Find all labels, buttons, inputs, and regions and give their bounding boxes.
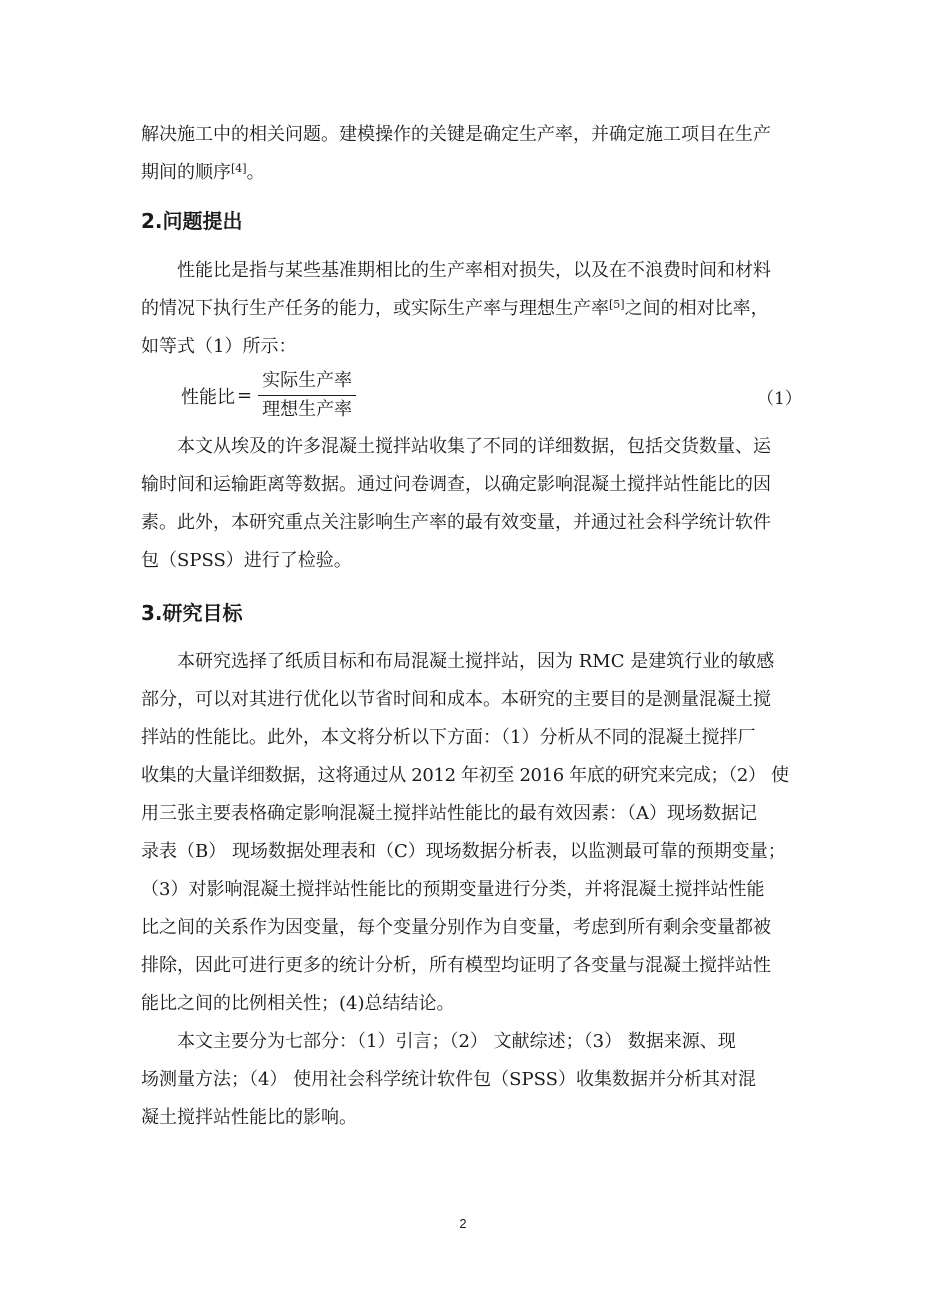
equation-fraction [258,370,356,421]
text-line [141,154,789,192]
text-line: 排除，因此可进行更多的统计分析，所有模型均证明了各变量与混凝土搅拌站性 [141,955,771,976]
text-line: 本研究选择了纸质目标和布局混凝土搅拌站，因为 RMC 是建筑行业的敏感 [177,651,775,672]
text-line: 收集的大量详细数据，这将通过从 2012 年初至 2016 年底的研究来完成；（2） 使 [141,765,789,786]
equation-equals: = [237,385,253,406]
text-run: 。 [246,162,265,183]
text-run: 的情况下执行生产任务的能力，或实际生产率与理想生产率 [141,298,609,319]
text-line: 拌站的性能比。此外，本文将分析以下方面：（1）分析从不同的混凝土搅拌厂 [141,727,756,748]
text-line: 比之间的关系作为因变量，每个变量分别作为自变量，考虑到所有剩余变量都被 [141,917,771,938]
page-number: 2 [459,1216,467,1231]
paragraph-problem [141,252,789,366]
text-line: 场测量方法；（4） 使用社会科学统计软件包（SPSS）收集数据并分析其对混 [141,1069,756,1090]
text-line: 本文主要分为七部分：（1）引言；（2） 文献综述；（3） 数据来源、现 [177,1031,736,1052]
text-line: 解决施工中的相关问题。建模操作的关键是确定生产率，并确定施工项目在生产 [141,124,771,145]
text-line: 能比之间的比例相关性；(4)总结结论。 [141,993,455,1014]
paragraph-intro-continuation [141,116,789,192]
equation-denominator: 理想生产率 [262,399,353,420]
section-heading-2: 2.问题提出 [141,209,243,233]
paragraph-objectives [141,643,789,1023]
equation-number: （1） [757,389,802,409]
text-line: 素。此外，本研究重点关注影响生产率的最有效变量，并通过社会科学统计软件 [141,512,771,533]
paragraph-data-collection [141,428,789,580]
text-run: 期间的顺序 [141,162,231,183]
text-line: 本文从埃及的许多混凝土搅拌站收集了不同的详细数据，包括交货数量、运 [177,436,771,457]
text-run: 之间的相对比率， [624,298,769,319]
text-line: 性能比是指与某些基准期相比的生产率相对损失，以及在不浪费时间和材料 [177,260,771,281]
citation-ref: [4] [231,162,247,175]
text-line: （3）对影响混凝土搅拌站性能比的预期变量进行分类，并将混凝土搅拌站性能 [141,879,765,900]
text-line: 用三张主要表格确定影响混凝土搅拌站性能比的最有效因素：（A）现场数据记 [141,803,757,824]
text-line [141,290,789,328]
text-line: 如等式（1）所示： [141,336,297,357]
text-line: 包（SPSS）进行了检验。 [141,550,352,571]
text-line: 输时间和运输距离等数据。通过问卷调查，以确定影响混凝土搅拌站性能比的因 [141,474,771,495]
text-line: 凝土搅拌站性能比的影响。 [141,1107,357,1128]
equation-numerator: 实际生产率 [258,370,356,396]
section-heading-3: 3.研究目标 [141,601,243,625]
paragraph-structure [141,1023,789,1137]
equation-lhs: 性能比 [181,386,235,408]
text-line: 部分，可以对其进行优化以节省时间和成本。本研究的主要目的是测量混凝土搅 [141,689,771,710]
text-line: 录表（B） 现场数据处理表和（C）现场数据分析表，以监测最可靠的预期变量； [141,841,786,862]
equation-1 [181,370,356,421]
citation-ref: [5] [609,298,625,311]
